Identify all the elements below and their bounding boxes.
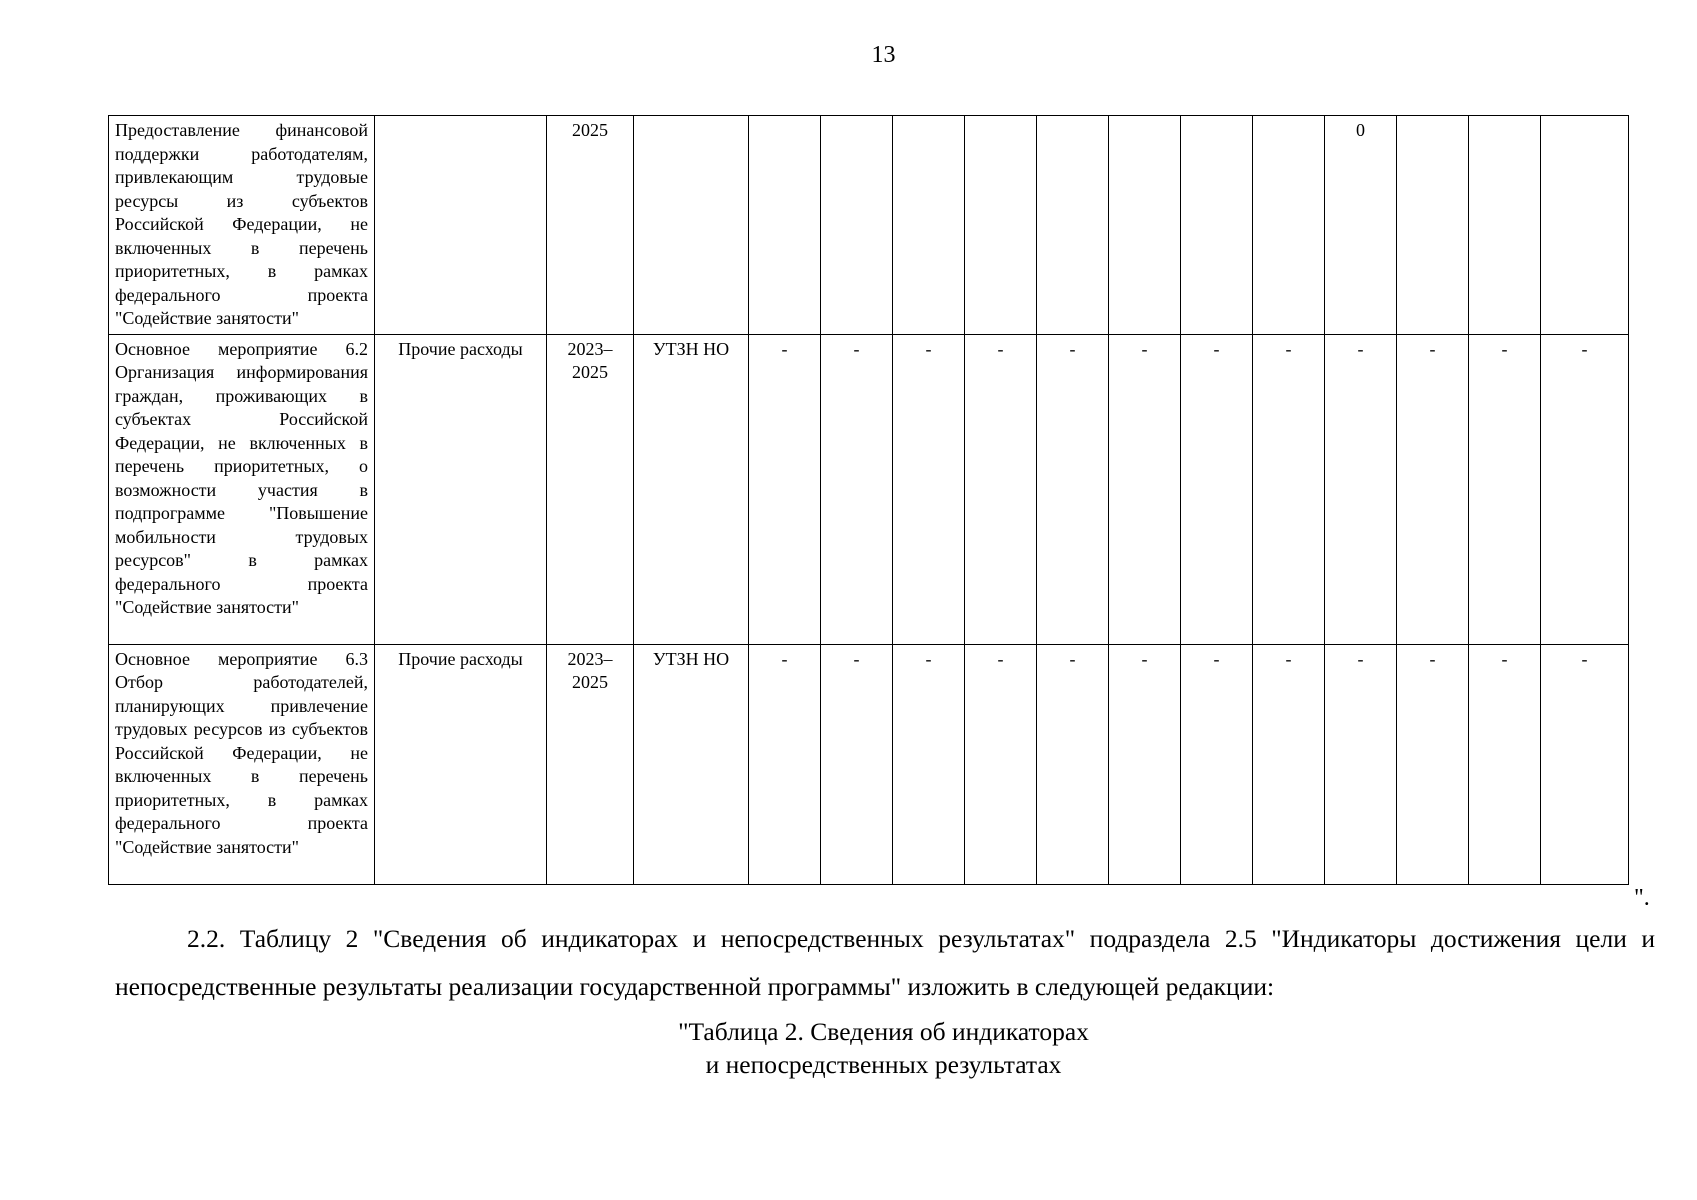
expense-type-cell: Прочие расходы bbox=[375, 334, 547, 644]
value-cell: - bbox=[1181, 334, 1253, 644]
value-cell: - bbox=[1325, 334, 1397, 644]
value-cell: - bbox=[1397, 644, 1469, 884]
executor-cell bbox=[634, 116, 749, 335]
value-cell bbox=[1541, 116, 1629, 335]
table-caption-line-1: "Таблица 2. Сведения об индикаторах bbox=[678, 1017, 1089, 1046]
body-paragraph: 2.2. Таблицу 2 "Сведения об индикаторах и непосредственных результатах" подраздела 2.5 "Индикаторы достижения цели и непосредственные результаты реализации государственной программы" изложить в следующей редакции: bbox=[115, 924, 1655, 1001]
activity-name-cell: Основное мероприятие 6.2 Организация информирования граждан, проживающих в субъектах Российской Федерации, не включенных в перечень приоритетных, о возможности участия в подпрограмме "Повышение мобильности трудовых ресурсов" в рамках федерального проекта "Содействие занятости" bbox=[109, 334, 375, 644]
page-number: 13 bbox=[871, 42, 896, 68]
executor-cell: УТЗН НО bbox=[634, 644, 749, 884]
program-table bbox=[108, 115, 1629, 885]
value-cell: - bbox=[893, 334, 965, 644]
value-cell bbox=[1253, 116, 1325, 335]
value-cell: - bbox=[1397, 334, 1469, 644]
value-cell bbox=[1469, 116, 1541, 335]
period-cell: 2025 bbox=[547, 116, 634, 335]
value-cell bbox=[749, 116, 821, 335]
activity-name-cell: Основное мероприятие 6.3 Отбор работодателей, планирующих привлечение трудовых ресурсов из субъектов Российской Федерации, не включенных в перечень приоритетных, в рамках федерального проекта "Содействие занятости" bbox=[109, 644, 375, 884]
value-cell: - bbox=[1253, 644, 1325, 884]
value-cell: - bbox=[1541, 334, 1629, 644]
value-cell bbox=[1109, 116, 1181, 335]
value-cell: - bbox=[1181, 644, 1253, 884]
value-cell: - bbox=[821, 334, 893, 644]
executor-cell: УТЗН НО bbox=[634, 334, 749, 644]
value-cell: - bbox=[749, 644, 821, 884]
value-cell bbox=[821, 116, 893, 335]
expense-type-cell: Прочие расходы bbox=[375, 644, 547, 884]
value-cell: - bbox=[965, 644, 1037, 884]
value-cell bbox=[1181, 116, 1253, 335]
table-row bbox=[109, 644, 1629, 884]
activity-name-cell: Предоставление финансовой поддержки работодателям, привлекающим трудовые ресурсы из субъектов Российской Федерации, не включенных в перечень приоритетных, в рамках федерального проекта "Содействие занятости" bbox=[109, 116, 375, 335]
table-row bbox=[109, 334, 1629, 644]
value-cell: - bbox=[1469, 644, 1541, 884]
value-cell bbox=[893, 116, 965, 335]
value-cell bbox=[1397, 116, 1469, 335]
table-caption bbox=[0, 1015, 1697, 1081]
value-cell bbox=[1037, 116, 1109, 335]
closing-quote: ". bbox=[1634, 885, 1650, 911]
table-caption-line-2: и непосредственных результатах bbox=[705, 1050, 1062, 1079]
value-cell: - bbox=[893, 644, 965, 884]
value-cell: - bbox=[1469, 334, 1541, 644]
value-cell: - bbox=[1253, 334, 1325, 644]
value-cell: - bbox=[749, 334, 821, 644]
period-cell: 2023–2025 bbox=[547, 334, 634, 644]
value-cell: - bbox=[1037, 334, 1109, 644]
expense-type-cell bbox=[375, 116, 547, 335]
value-cell: - bbox=[1541, 644, 1629, 884]
value-cell: 0 bbox=[1325, 116, 1397, 335]
period-cell: 2023–2025 bbox=[547, 644, 634, 884]
table-row bbox=[109, 116, 1629, 335]
value-cell: - bbox=[1325, 644, 1397, 884]
value-cell: - bbox=[821, 644, 893, 884]
value-cell: - bbox=[1109, 334, 1181, 644]
value-cell: - bbox=[965, 334, 1037, 644]
value-cell: - bbox=[1037, 644, 1109, 884]
value-cell: - bbox=[1109, 644, 1181, 884]
value-cell bbox=[965, 116, 1037, 335]
